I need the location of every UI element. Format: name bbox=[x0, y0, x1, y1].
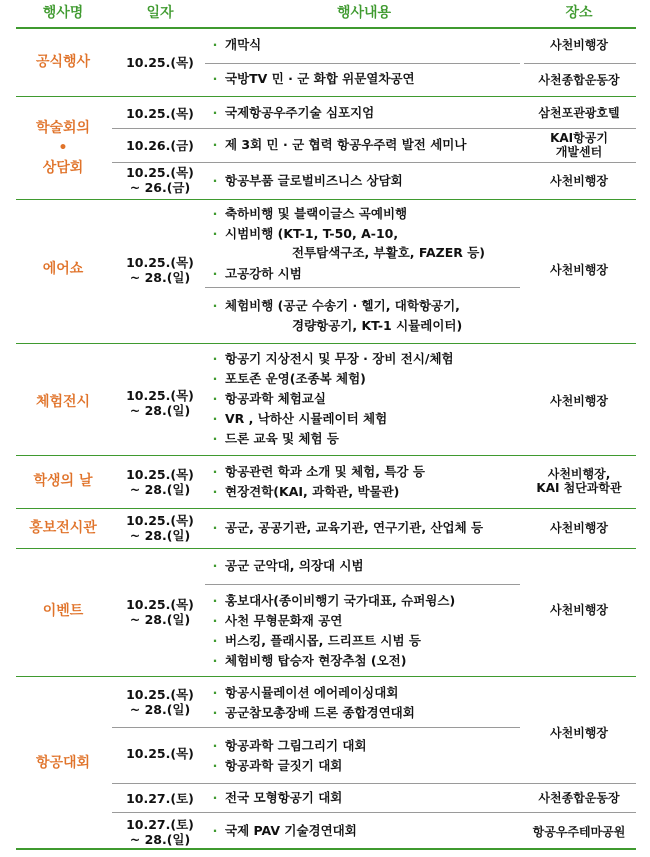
table-bottom-rule bbox=[16, 848, 636, 850]
row-divider bbox=[205, 63, 520, 64]
row-divider bbox=[112, 783, 636, 784]
date-competition-3: 10.27.(토) bbox=[126, 791, 194, 806]
event-item: · VR , 낙하산 시뮬레이터 체험 bbox=[205, 411, 387, 427]
venue-label: 항공우주테마공원 bbox=[532, 825, 626, 839]
venue-label: 사천비행장 bbox=[550, 263, 608, 277]
category-pr: 홍보전시관 bbox=[29, 520, 97, 536]
row-divider bbox=[112, 812, 636, 813]
bullet-icon: · bbox=[212, 137, 218, 152]
category-airshow: 에어쇼 bbox=[42, 261, 84, 277]
bullet-icon: · bbox=[212, 593, 218, 608]
bullet-icon: · bbox=[212, 685, 218, 700]
venue-label: 사천비행장 bbox=[550, 174, 608, 188]
event-item: · 축하비행 및 블랙이글스 곡예비행 bbox=[205, 206, 407, 222]
event-item: · 사천 무형문화재 공연 bbox=[205, 613, 342, 629]
event-item: · 체험비행 (공군 수송기 · 헬기, 대학항공기, bbox=[205, 298, 460, 314]
bullet-icon: · bbox=[212, 790, 218, 805]
header-venue: 장소 bbox=[565, 5, 593, 21]
section-divider bbox=[16, 199, 636, 200]
category-competition: 항공대회 bbox=[35, 755, 91, 771]
row-divider bbox=[524, 63, 636, 64]
section-divider bbox=[16, 343, 636, 344]
header-content: 행사내용 bbox=[336, 5, 392, 21]
date-competition-2: 10.25.(목) bbox=[126, 746, 194, 761]
venue-label: 사천비행장 bbox=[550, 726, 608, 740]
bullet-icon: · bbox=[212, 823, 218, 838]
header-top-rule bbox=[16, 27, 636, 29]
event-item: · 국제항공우주기술 심포지엄 bbox=[205, 105, 374, 121]
event-item: · 드론 교육 및 체험 등 bbox=[205, 431, 339, 447]
event-item: · 항공과학 글짓기 대회 bbox=[205, 758, 342, 774]
category-event: 이벤트 bbox=[42, 603, 84, 619]
date-pr: 10.25.(목) ~ 28.(일) bbox=[126, 513, 194, 543]
bullet-icon: · bbox=[212, 173, 218, 188]
event-item: · 공군, 공공기관, 교육기관, 연구기관, 산업체 등 bbox=[205, 520, 483, 536]
header-category: 행사명 bbox=[42, 5, 84, 21]
event-item: · 고공강하 시범 bbox=[205, 266, 302, 282]
date-competition-4: 10.27.(토) ~ 28.(일) bbox=[126, 817, 194, 847]
section-divider bbox=[16, 508, 636, 509]
bullet-icon: · bbox=[212, 298, 218, 313]
bullet-icon: · bbox=[212, 226, 218, 241]
bullet-icon: · bbox=[212, 758, 218, 773]
event-item: · 항공과학 그림그리기 대회 bbox=[205, 738, 367, 754]
venue-label: 사천종합운동장 bbox=[538, 73, 620, 87]
venue-label: 사천비행장, KAI 첨단과학관 bbox=[536, 467, 622, 495]
bullet-icon: · bbox=[212, 738, 218, 753]
section-divider bbox=[16, 676, 636, 677]
date-competition-1: 10.25.(목) ~ 28.(일) bbox=[126, 687, 194, 717]
venue-label: 삼천포관광호텔 bbox=[538, 106, 620, 120]
row-divider bbox=[205, 584, 520, 585]
bullet-icon: · bbox=[212, 484, 218, 499]
date-conference-1: 10.25.(목) bbox=[126, 106, 194, 121]
event-item: · 개막식 bbox=[205, 37, 261, 53]
event-item: · 전국 모형항공기 대회 bbox=[205, 790, 342, 806]
bullet-icon: · bbox=[212, 266, 218, 281]
event-item: · 항공부품 글로벌비즈니스 상담회 bbox=[205, 173, 403, 189]
category-students: 학생의 날 bbox=[33, 473, 93, 489]
venue-label: 사천비행장 bbox=[550, 394, 608, 408]
row-divider bbox=[205, 287, 520, 288]
bullet-icon: · bbox=[212, 371, 218, 386]
bullet-icon: · bbox=[212, 613, 218, 628]
bullet-icon: · bbox=[212, 705, 218, 720]
category-experience: 체험전시 bbox=[35, 394, 91, 410]
section-divider bbox=[16, 455, 636, 456]
event-item: · 항공시뮬레이션 에어레이싱대회 bbox=[205, 685, 398, 701]
category-conference: 학술회의 • 상담회 bbox=[35, 120, 91, 176]
event-item: · 항공관련 학과 소개 및 체험, 특강 등 bbox=[205, 464, 425, 480]
bullet-icon: · bbox=[212, 411, 218, 426]
bullet-icon: · bbox=[212, 520, 218, 535]
date-conference-3: 10.25.(목) ~ 26.(금) bbox=[126, 165, 194, 195]
event-item: · 항공과학 체험교실 bbox=[205, 391, 326, 407]
venue-label: 사천비행장 bbox=[550, 38, 608, 52]
event-item: · 공군 군악대, 의장대 시범 bbox=[205, 558, 364, 574]
event-item: · 체험비행 탑승자 현장추첨 (오전) bbox=[205, 653, 406, 669]
event-item: · 홍보대사(종이비행기 국가대표, 슈퍼윙스) bbox=[205, 593, 455, 609]
event-item: · 현장견학(KAI, 과학관, 박물관) bbox=[205, 484, 399, 500]
section-divider bbox=[16, 548, 636, 549]
event-item: · 시범비행 (KT-1, T-50, A-10, bbox=[205, 226, 398, 242]
date-students: 10.25.(목) ~ 28.(일) bbox=[126, 467, 194, 497]
row-divider bbox=[112, 162, 636, 163]
date-experience: 10.25.(목) ~ 28.(일) bbox=[126, 388, 194, 418]
event-item: · 국방TV 민 · 군 화합 위문열차공연 bbox=[205, 71, 415, 87]
date-official: 10.25.(목) bbox=[126, 55, 194, 70]
category-official: 공식행사 bbox=[35, 54, 91, 70]
bullet-icon: · bbox=[212, 71, 218, 86]
event-item: · 국제 PAV 기술경연대회 bbox=[205, 823, 357, 839]
bullet-icon: · bbox=[212, 464, 218, 479]
event-item-continuation: 경량항공기, KT-1 시뮬레이터) bbox=[292, 318, 463, 333]
bullet-icon: · bbox=[212, 653, 218, 668]
row-divider bbox=[112, 727, 520, 728]
bullet-icon: · bbox=[212, 391, 218, 406]
event-item: · 포토존 운영(조종복 체험) bbox=[205, 371, 366, 387]
date-conference-2: 10.26.(금) bbox=[126, 138, 194, 153]
venue-label: 사천비행장 bbox=[550, 521, 608, 535]
venue-label: KAI항공기 개발센터 bbox=[550, 131, 608, 159]
row-divider bbox=[112, 128, 636, 129]
bullet-icon: · bbox=[212, 351, 218, 366]
venue-label: 사천비행장 bbox=[550, 603, 608, 617]
event-item: · 공군참모총장배 드론 종합경연대회 bbox=[205, 705, 415, 721]
section-divider bbox=[16, 96, 636, 97]
event-item: · 제 3회 민 · 군 협력 항공우주력 발전 세미나 bbox=[205, 137, 466, 153]
venue-label: 사천종합운동장 bbox=[538, 791, 620, 805]
bullet-icon: · bbox=[212, 633, 218, 648]
bullet-icon: · bbox=[212, 105, 218, 120]
date-event: 10.25.(목) ~ 28.(일) bbox=[126, 597, 194, 627]
event-item-continuation: 전투탐색구조, 부활호, FAZER 등) bbox=[292, 245, 486, 260]
bullet-icon: · bbox=[212, 206, 218, 221]
bullet-icon: · bbox=[212, 558, 218, 573]
event-item: · 버스킹, 플래시몹, 드리프트 시범 등 bbox=[205, 633, 421, 649]
date-airshow: 10.25.(목) ~ 28.(일) bbox=[126, 255, 194, 285]
bullet-icon: · bbox=[212, 37, 218, 52]
header-date: 일자 bbox=[146, 5, 174, 21]
event-item: · 항공기 지상전시 및 무장 · 장비 전시/체험 bbox=[205, 351, 454, 367]
bullet-icon: · bbox=[212, 431, 218, 446]
